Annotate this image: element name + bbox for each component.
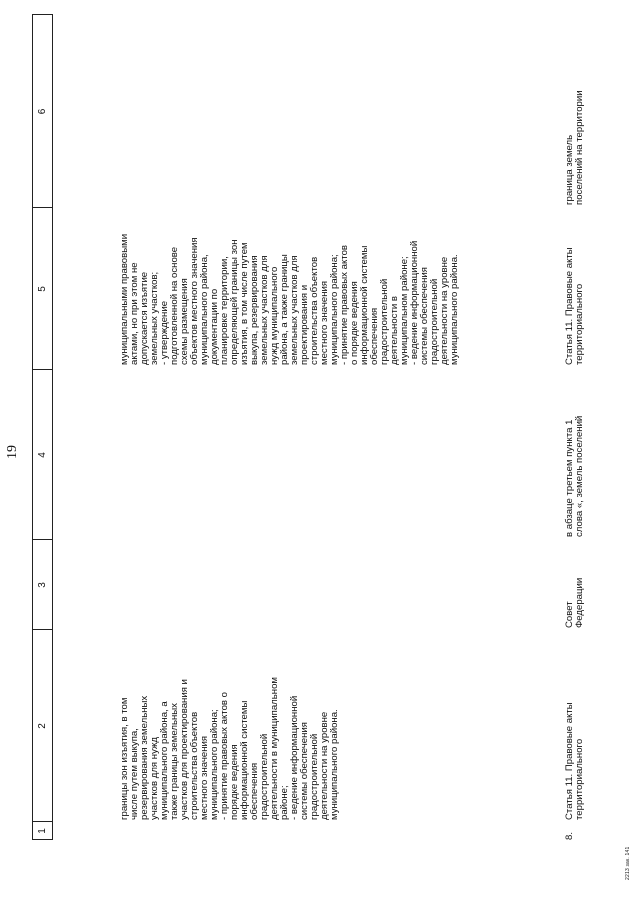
header-col-5: 5 bbox=[37, 286, 48, 292]
row2-col3-text: Совет Федерации bbox=[564, 577, 585, 628]
row2-col5-text: Статья 11. Правовые акты территориального bbox=[564, 247, 585, 365]
header-col-2: 2 bbox=[37, 723, 48, 729]
header-col-1: 1 bbox=[37, 828, 48, 834]
row1-col5-text: муниципальными правовыми актами, но при этом не допускается изъятие земельных участков; - утверждение подготовленной на основе схемы размещения объектов местного значения муниципального района, документации по планировке территории, определяющей границы зон изъятия, в том числе путем выкупа, резервирования земельных участков для нужд муниципального района, а также границы земельных участков для проектирования и строительства объектов местного значения муниципального района; - принятие правовых актов о порядке ведения информационной системы обеспечения градостроительной деятельности в муниципальном районе; - ведение информационной системы обеспечения градостроительной деятельности на уровне муниципального района. bbox=[119, 233, 460, 365]
header-col-3: 3 bbox=[37, 582, 48, 588]
header-top-border bbox=[32, 15, 33, 840]
header-bottom-border bbox=[52, 15, 53, 840]
row2-col6-text: граница земель поселений на территории bbox=[564, 90, 585, 205]
row2-col4-text: в абзаце третьем пункта 1 слова «, земель поселений bbox=[564, 415, 585, 537]
footer-stamp: 2213 зак. 141 bbox=[625, 846, 631, 880]
page-number: 19 bbox=[5, 445, 20, 459]
row1-col2-text: границы зон изъятия, в том числе путем выкупа, резервирования земельных участков для нужд муниципального района, а также границы земельных участков для проектирования и строительства объектов местного значения муниципального района; - принятие правовых актов о порядке ведения информационной системы обеспечения градостроительной деятельности в муниципальном районе; - ведение информационной системы обеспечения градостроительной деятельности на уровне муниципального района. bbox=[119, 676, 340, 820]
row2-col1-number: 8. bbox=[564, 831, 575, 840]
header-col-6: 6 bbox=[37, 108, 48, 115]
row2-col2-text: Статья 11. Правовые акты территориального bbox=[564, 702, 585, 820]
header-col-4: 4 bbox=[37, 452, 48, 458]
